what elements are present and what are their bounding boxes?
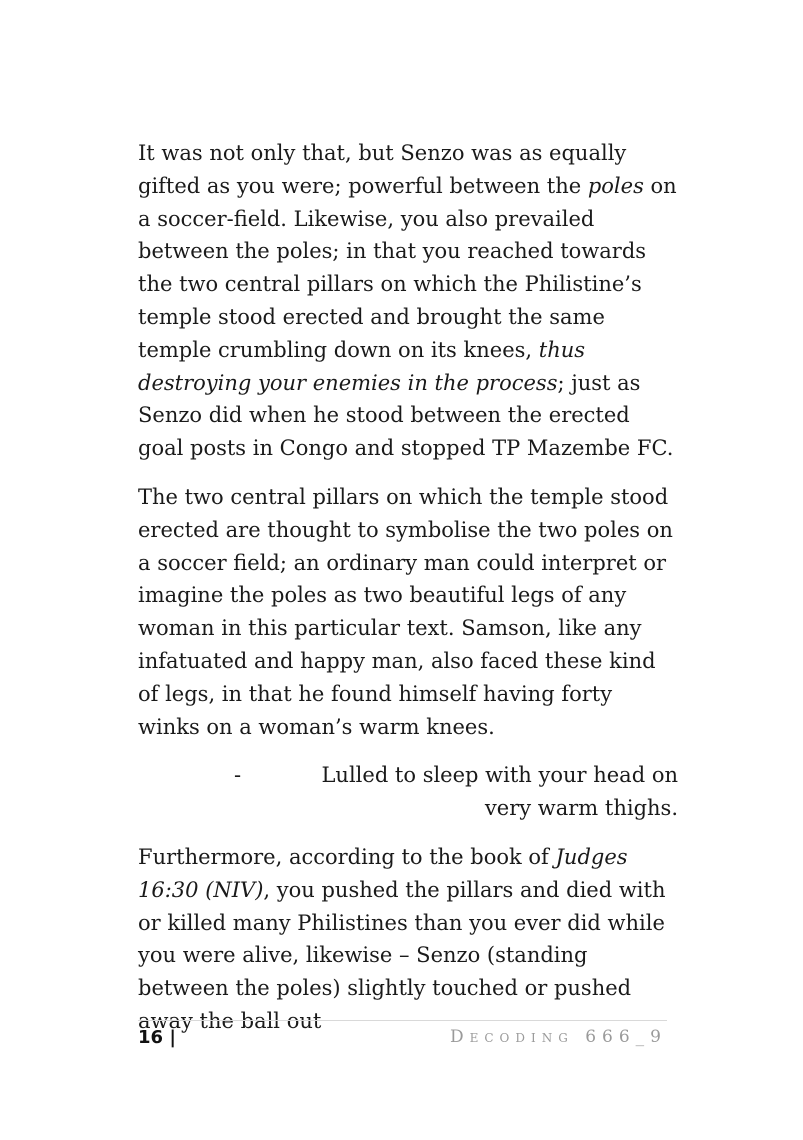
paragraph-3: [138, 841, 678, 1038]
paragraph-3-text-a: Furthermore, according to the book of: [138, 844, 556, 869]
paragraph-1-text-b: on a soccer-field. Likewise, you also prevailed between the poles; in that you reached towards the two central pillars on which the Philistine’s temple stood erected and brought the same temple crumbling down on its knees,: [138, 173, 677, 362]
paragraph-1-italic-poles: poles: [587, 173, 644, 198]
page-number: 16 |: [138, 1027, 176, 1048]
page-footer: [138, 1020, 667, 1057]
paragraph-1-italic-enemies: thus destroying your enemies in the process: [138, 337, 586, 395]
bullet-dash: -: [234, 763, 242, 788]
paragraph-3-text-b: , you pushed the pillars and died with or killed many Philistines than you ever did while you were alive, likewise – Senzo (standing between the poles) slightly touched or pushed away the ball out: [138, 877, 666, 1033]
paragraph-1-text-a: It was not only that, but Senzo was as equally gifted as you were; powerful between the: [138, 141, 627, 198]
paragraph-1-text-c: ; just as Senzo did when he stood between the erected goal posts in Congo and stopped TP Mazembe FC.: [138, 370, 674, 461]
bullet-item: [138, 759, 678, 825]
paragraph-2: The two central pillars on which the temple stood erected are thought to symbolise the two poles on a soccer field; an ordinary man could interpret or imagine the poles as two beautiful legs of any woman in this particular text. Samson, like any infatuated and happy man, also faced these kind of legs, in that he found himself having forty winks on a woman’s warm knees.: [138, 484, 673, 739]
paragraph-1: [138, 137, 678, 465]
book-title: Decoding 666_9: [449, 1027, 667, 1047]
paragraph-3-italic-judges: Judges 16:30 (NIV): [138, 844, 628, 902]
page-body: [138, 137, 678, 1054]
bullet-text: Lulled to sleep with your head on very warm thighs.: [321, 763, 678, 821]
